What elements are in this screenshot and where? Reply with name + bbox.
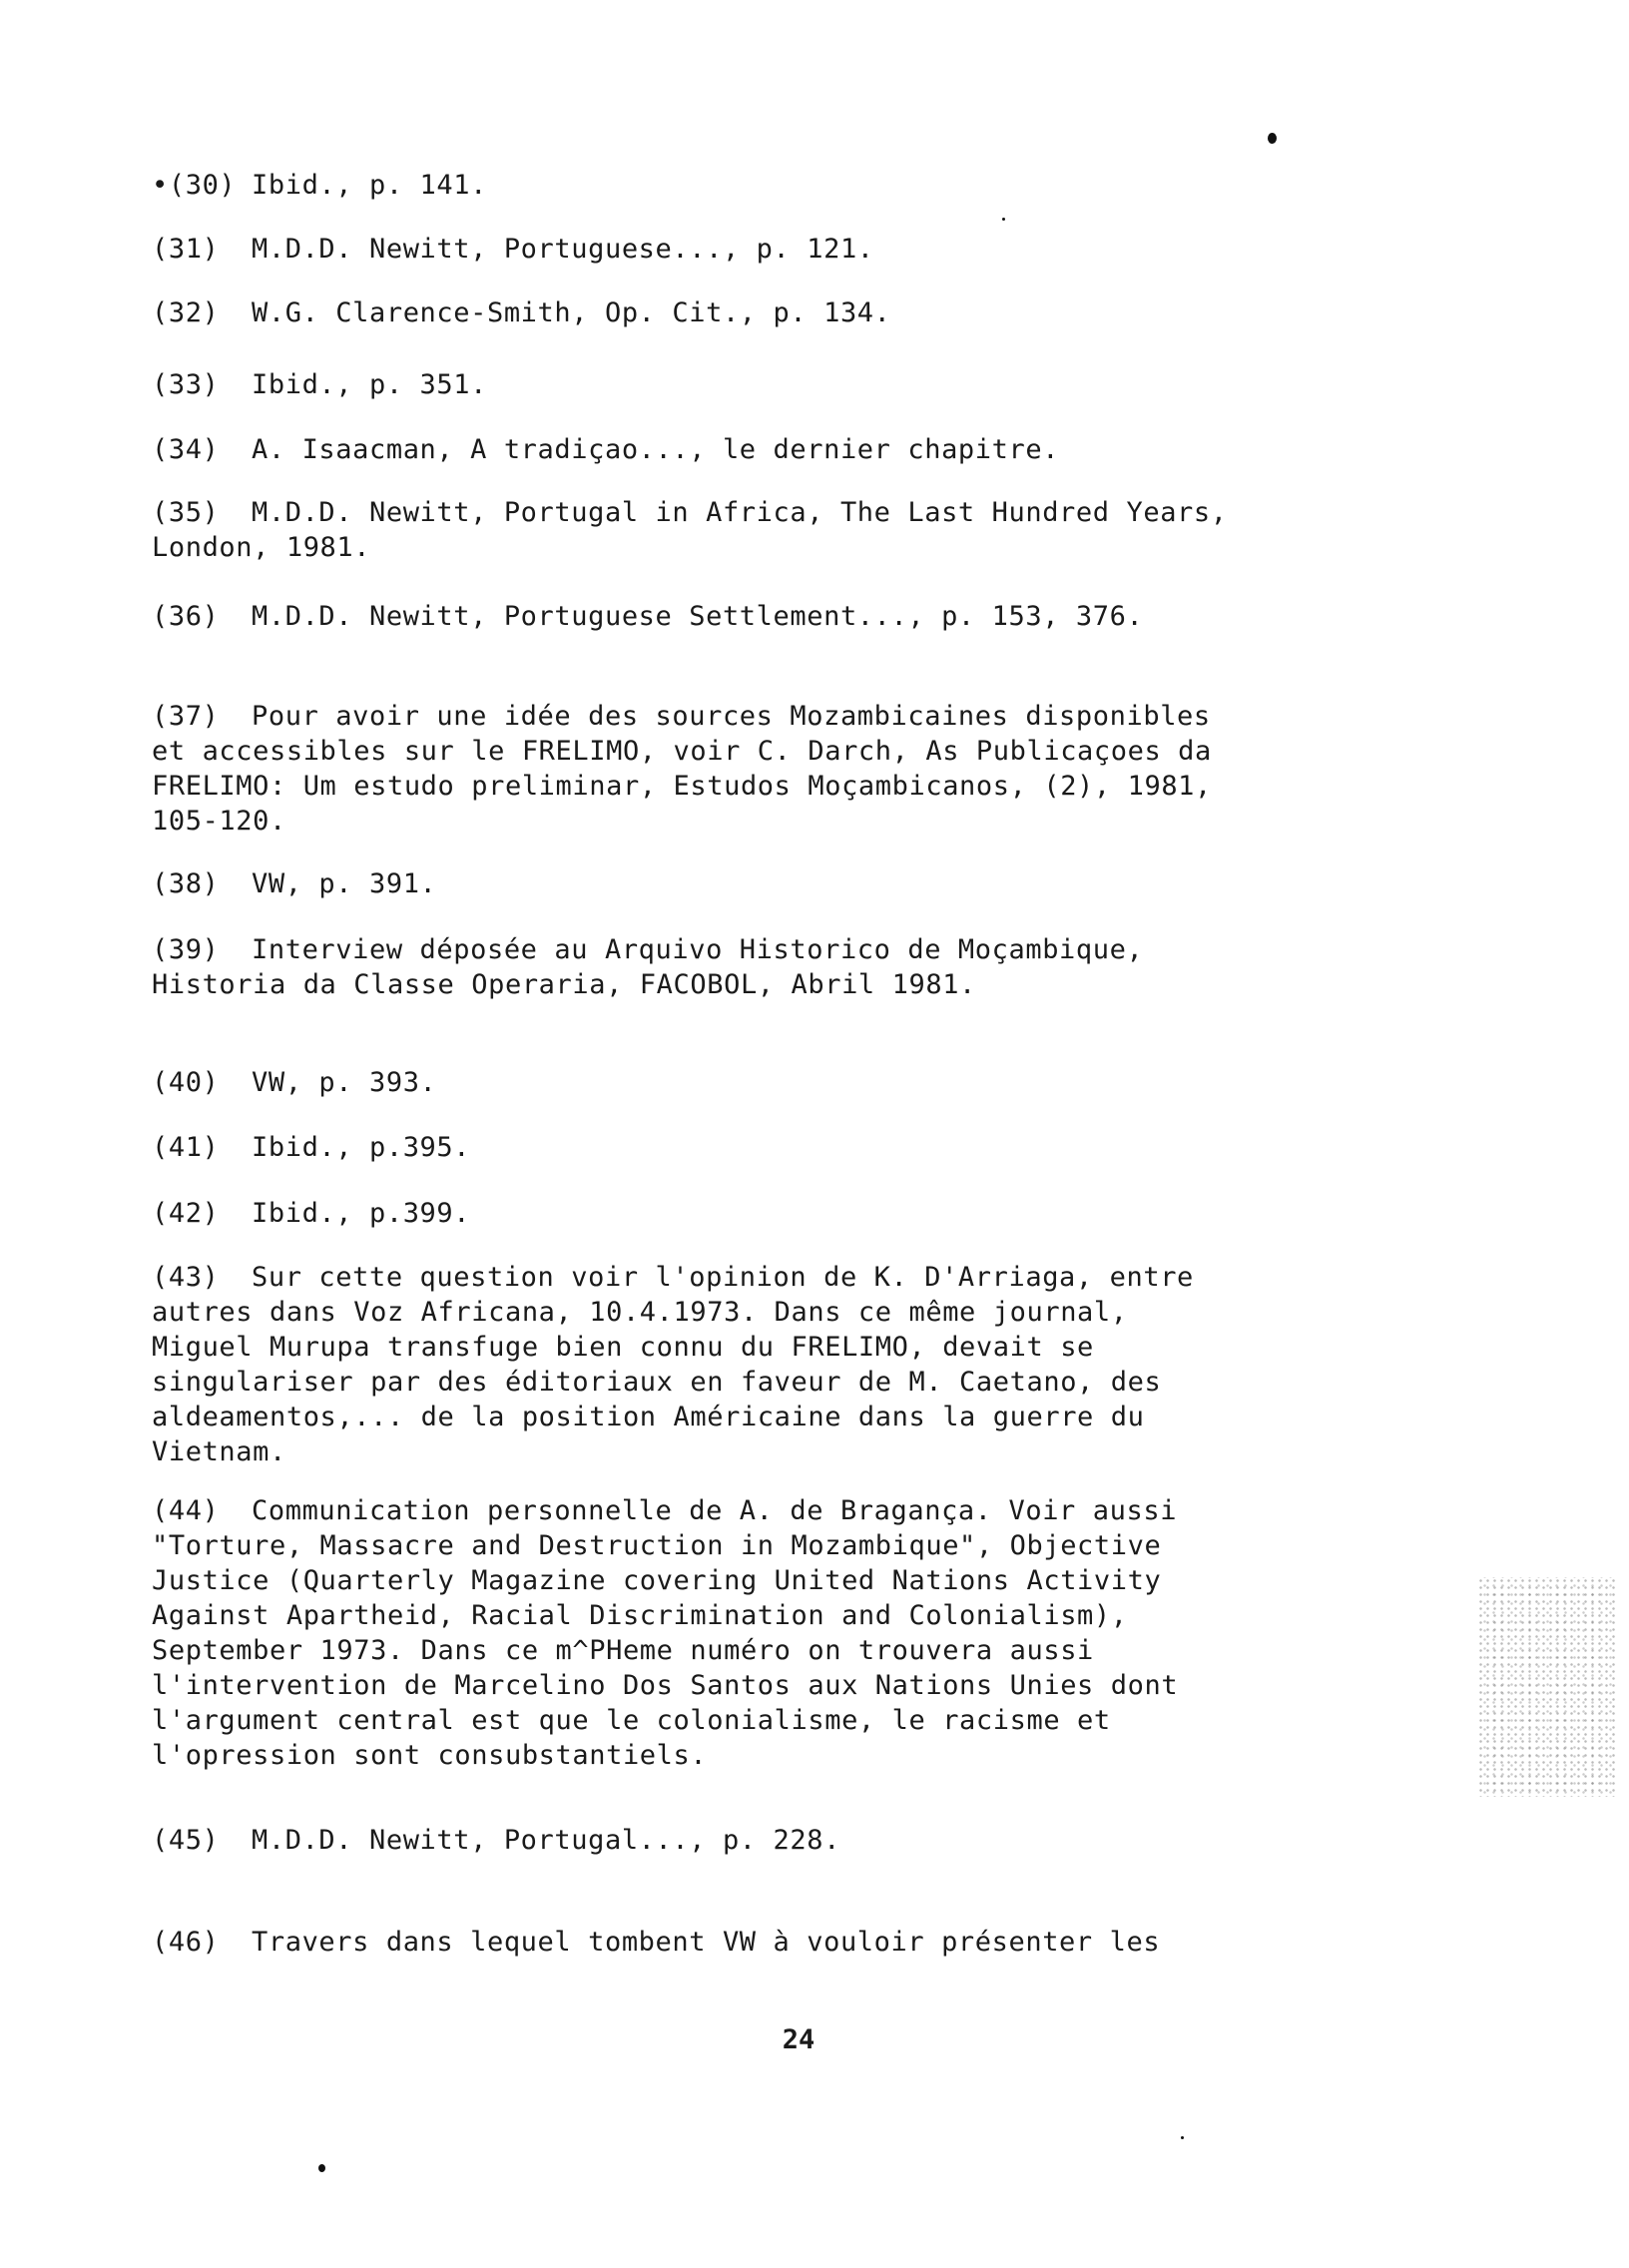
footnote-number: (43) [152, 1262, 220, 1293]
footnote-text: W.G. Clarence-Smith, Op. Cit., p. 134. [252, 297, 891, 328]
footnote-34 [152, 432, 1449, 467]
footnote-30 [152, 168, 1449, 203]
footnote-40 [152, 1065, 1449, 1100]
footnote-text: Vietnam. [152, 1436, 286, 1467]
scan-speck [1268, 133, 1277, 144]
footnote-42 [152, 1196, 1449, 1231]
page-number: 24 [782, 2024, 815, 2055]
footnote-text: Miguel Murupa transfuge bien connu du FRELIMO, devait se [152, 1332, 1094, 1363]
footnote-number: (38) [152, 868, 220, 899]
footnote-text: "Torture, Massacre and Destruction in Mozambique", Objective [152, 1530, 1162, 1561]
footnote-number: (45) [152, 1825, 220, 1856]
footnote-text: September 1973. Dans ce m^PHeme numéro on trouvera aussi [152, 1635, 1094, 1666]
footnote-text: Historia da Classe Operaria, FACOBOL, Abril 1981. [152, 969, 976, 1000]
footnote-number: (41) [152, 1132, 220, 1163]
footnote-text: l'intervention de Marcelino Dos Santos aux Nations Unies dont [152, 1670, 1179, 1701]
footnote-number: (46) [152, 1927, 220, 1958]
footnote-38 [152, 866, 1449, 901]
footnote-31 [152, 232, 1449, 267]
footnote-text: Travers dans lequel tombent VW à vouloir présenter les [252, 1927, 1161, 1958]
footnote-text: Ibid., p.395. [252, 1132, 471, 1163]
footnote-text: A. Isaacman, A tradiçao..., le dernier chapitre. [252, 434, 1060, 465]
footnote-text: Pour avoir une idée des sources Mozambicaines disponibles [252, 701, 1211, 732]
footnote-text: l'opression sont consubstantiels. [152, 1740, 708, 1771]
footnote-text: Against Apartheid, Racial Discrimination and Colonialism), [152, 1600, 1128, 1631]
footnote-text: aldeamentos,... de la position Américaine dans la guerre du [152, 1402, 1145, 1432]
footnote-text: M.D.D. Newitt, Portuguese..., p. 121. [252, 234, 874, 265]
footnote-text: M.D.D. Newitt, Portugal in Africa, The Last Hundred Years, [252, 497, 1228, 528]
footnote-46 [152, 1925, 1449, 1960]
scan-speck [318, 2164, 325, 2172]
footnote-number: (42) [152, 1198, 220, 1229]
footnote-text: autres dans Voz Africana, 10.4.1973. Dans ce même journal, [152, 1297, 1128, 1328]
footnote-text: Communication personnelle de A. de Bragança. Voir aussi [252, 1495, 1178, 1526]
footnote-text: singulariser par des éditoriaux en faveur de M. Caetano, des [152, 1367, 1162, 1398]
scan-speck [1181, 2136, 1184, 2139]
footnote-37 [152, 699, 1449, 839]
footnote-number: •(30) [152, 170, 237, 201]
scan-noise [1477, 1577, 1617, 1797]
footnote-number: (44) [152, 1495, 220, 1526]
footnote-text: Ibid., p.399. [252, 1198, 471, 1229]
footnote-text: M.D.D. Newitt, Portugal..., p. 228. [252, 1825, 840, 1856]
footnote-text: l'argument central est que le colonialisme, le racisme et [152, 1705, 1111, 1736]
footnote-35 [152, 495, 1449, 565]
footnote-44 [152, 1493, 1449, 1773]
footnote-text: FRELIMO: Um estudo preliminar, Estudos Moçambicanos, (2), 1981, [152, 771, 1212, 802]
footnote-text: London, 1981. [152, 532, 371, 563]
footnote-45 [152, 1823, 1449, 1858]
footnote-text: Interview déposée au Arquivo Historico de Moçambique, [252, 934, 1144, 965]
footnote-39 [152, 932, 1449, 1002]
footnote-41 [152, 1130, 1449, 1165]
footnote-number: (32) [152, 297, 220, 328]
footnote-text: Ibid., p. 141. [252, 170, 487, 201]
footnote-number: (36) [152, 601, 220, 632]
footnote-text: 105-120. [152, 806, 286, 837]
footnote-text: Sur cette question voir l'opinion de K. D'Arriaga, entre [252, 1262, 1194, 1293]
footnote-33 [152, 367, 1449, 402]
scan-speck [1002, 218, 1005, 221]
footnote-36 [152, 599, 1449, 634]
footnote-number: (39) [152, 934, 220, 965]
footnote-number: (33) [152, 369, 220, 400]
footnote-number: (31) [152, 234, 220, 265]
footnote-32 [152, 295, 1449, 330]
footnote-text: et accessibles sur le FRELIMO, voir C. Darch, As Publicaçoes da [152, 736, 1212, 767]
footnote-number: (35) [152, 497, 220, 528]
footnote-text: Justice (Quarterly Magazine covering United Nations Activity [152, 1565, 1162, 1596]
footnote-number: (37) [152, 701, 220, 732]
footnote-text: VW, p. 393. [252, 1067, 437, 1098]
footnote-number: (40) [152, 1067, 220, 1098]
footnote-number: (34) [152, 434, 220, 465]
footnote-text: VW, p. 391. [252, 868, 437, 899]
footnote-43 [152, 1260, 1449, 1469]
footnote-text: Ibid., p. 351. [252, 369, 487, 400]
footnote-text: M.D.D. Newitt, Portuguese Settlement..., p. 153, 376. [252, 601, 1144, 632]
